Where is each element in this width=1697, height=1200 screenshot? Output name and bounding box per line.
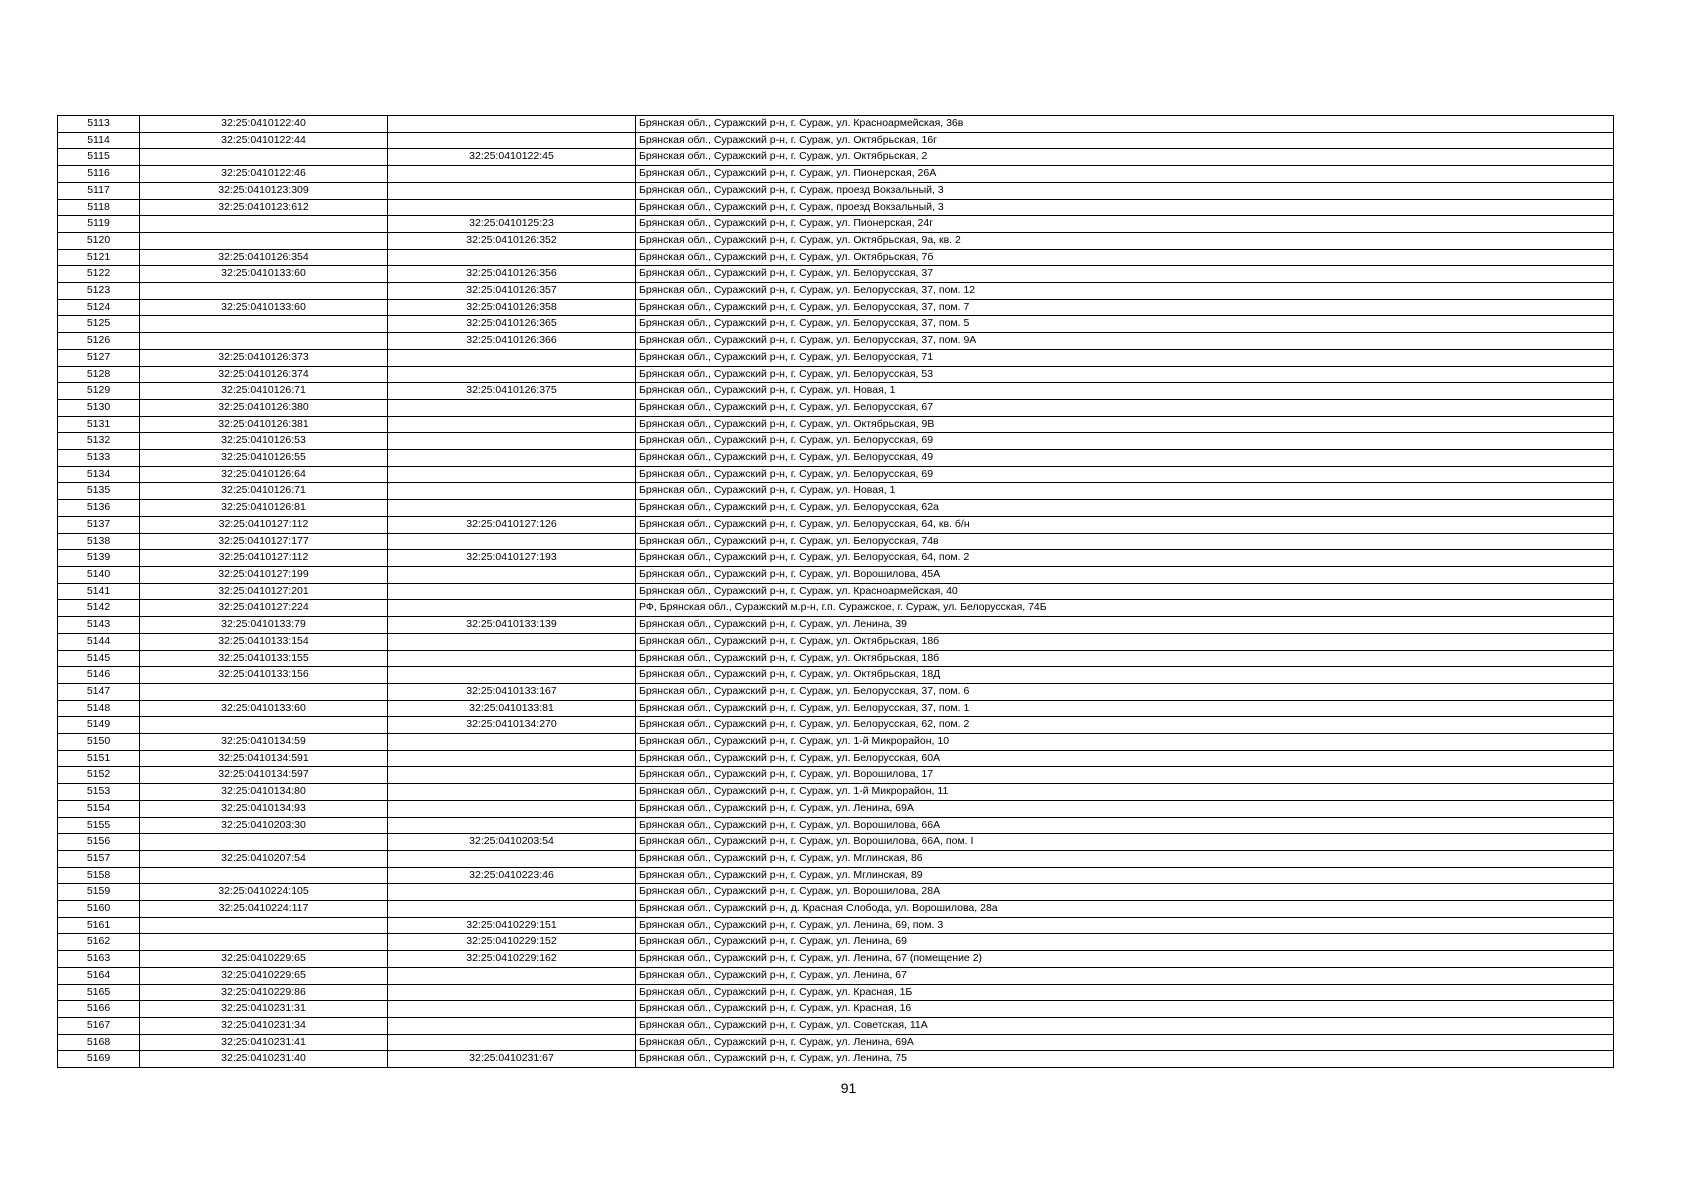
cadastral-number-cell: 32:25:0410127:224 (140, 600, 388, 617)
related-cadastral-number-cell (388, 450, 636, 467)
row-number-cell: 5119 (58, 216, 140, 233)
table-row (58, 266, 1614, 283)
related-cadastral-number-cell (388, 366, 636, 383)
cadastral-number-cell (140, 683, 388, 700)
address-cell: Брянская обл., Суражский р-н, г. Сураж, ул. Белорусская, 60А (636, 750, 1614, 767)
row-number-cell: 5169 (58, 1051, 140, 1068)
table-row (58, 1017, 1614, 1034)
table-row (58, 967, 1614, 984)
address-cell: Брянская обл., Суражский р-н, г. Сураж, ул. Ленина, 69А (636, 800, 1614, 817)
row-number-cell: 5167 (58, 1017, 140, 1034)
address-cell: Брянская обл., Суражский р-н, г. Сураж, ул. Октябрьская, 2 (636, 149, 1614, 166)
related-cadastral-number-cell (388, 884, 636, 901)
cadastral-number-cell: 32:25:0410224:105 (140, 884, 388, 901)
row-number-cell: 5143 (58, 617, 140, 634)
row-number-cell: 5151 (58, 750, 140, 767)
address-cell: Брянская обл., Суражский р-н, г. Сураж, ул. Новая, 1 (636, 383, 1614, 400)
table-row (58, 299, 1614, 316)
table-row (58, 717, 1614, 734)
cadastral-number-cell: 32:25:0410134:597 (140, 767, 388, 784)
row-number-cell: 5168 (58, 1034, 140, 1051)
cadastral-number-cell: 32:25:0410122:44 (140, 132, 388, 149)
address-cell: Брянская обл., Суражский р-н, г. Сураж, ул. Белорусская, 37, пом. 12 (636, 283, 1614, 300)
table-row (58, 1051, 1614, 1068)
table-row (58, 951, 1614, 968)
table-row (58, 566, 1614, 583)
cadastral-number-cell: 32:25:0410231:40 (140, 1051, 388, 1068)
table-row (58, 750, 1614, 767)
table-row (58, 383, 1614, 400)
table-row (58, 884, 1614, 901)
address-cell: Брянская обл., Суражский р-н, г. Сураж, проезд Вокзальный, 3 (636, 182, 1614, 199)
address-cell: Брянская обл., Суражский р-н, г. Сураж, ул. Белорусская, 62, пом. 2 (636, 717, 1614, 734)
row-number-cell: 5118 (58, 199, 140, 216)
row-number-cell: 5122 (58, 266, 140, 283)
cadastral-number-cell: 32:25:0410127:112 (140, 516, 388, 533)
related-cadastral-number-cell (388, 667, 636, 684)
row-number-cell: 5142 (58, 600, 140, 617)
cadastral-number-cell: 32:25:0410133:60 (140, 700, 388, 717)
cadastral-number-cell: 32:25:0410126:380 (140, 399, 388, 416)
address-cell: Брянская обл., Суражский р-н, г. Сураж, ул. Ленина, 67 (помещение 2) (636, 951, 1614, 968)
table-row (58, 1034, 1614, 1051)
cadastral-number-cell: 32:25:0410127:201 (140, 583, 388, 600)
related-cadastral-number-cell: 32:25:0410134:270 (388, 717, 636, 734)
address-cell: Брянская обл., Суражский р-н, г. Сураж, ул. Октябрьская, 18Д (636, 667, 1614, 684)
address-cell: Брянская обл., Суражский р-н, г. Сураж, ул. Ворошилова, 17 (636, 767, 1614, 784)
cadastral-number-cell: 32:25:0410133:60 (140, 299, 388, 316)
related-cadastral-number-cell (388, 583, 636, 600)
cadastral-number-cell (140, 216, 388, 233)
cadastral-number-cell (140, 333, 388, 350)
row-number-cell: 5149 (58, 717, 140, 734)
address-cell: Брянская обл., Суражский р-н, г. Сураж, ул. Белорусская, 69 (636, 466, 1614, 483)
address-cell: Брянская обл., Суражский р-н, г. Сураж, ул. Белорусская, 64, пом. 2 (636, 550, 1614, 567)
row-number-cell: 5139 (58, 550, 140, 567)
table-row (58, 349, 1614, 366)
address-cell: Брянская обл., Суражский р-н, г. Сураж, ул. Красная, 16 (636, 1001, 1614, 1018)
cadastral-number-cell: 32:25:0410231:34 (140, 1017, 388, 1034)
table-row (58, 784, 1614, 801)
cadastral-number-cell: 32:25:0410123:309 (140, 182, 388, 199)
address-cell: Брянская обл., Суражский р-н, г. Сураж, ул. Ворошилова, 66А, пом. I (636, 834, 1614, 851)
address-cell: Брянская обл., Суражский р-н, г. Сураж, ул. Красноармейская, 40 (636, 583, 1614, 600)
table-row (58, 600, 1614, 617)
row-number-cell: 5164 (58, 967, 140, 984)
related-cadastral-number-cell: 32:25:0410126:357 (388, 283, 636, 300)
row-number-cell: 5125 (58, 316, 140, 333)
cadastral-number-cell: 32:25:0410231:31 (140, 1001, 388, 1018)
address-cell: Брянская обл., Суражский р-н, г. Сураж, ул. Белорусская, 49 (636, 450, 1614, 467)
cadastral-number-cell (140, 232, 388, 249)
related-cadastral-number-cell (388, 1017, 636, 1034)
related-cadastral-number-cell (388, 132, 636, 149)
related-cadastral-number-cell (388, 750, 636, 767)
related-cadastral-number-cell: 32:25:0410229:162 (388, 951, 636, 968)
table-body (58, 116, 1614, 1068)
related-cadastral-number-cell (388, 116, 636, 133)
table-row (58, 483, 1614, 500)
table-row (58, 901, 1614, 918)
related-cadastral-number-cell: 32:25:0410125:23 (388, 216, 636, 233)
table-row (58, 583, 1614, 600)
cadastral-number-cell: 32:25:0410127:199 (140, 566, 388, 583)
table-row (58, 399, 1614, 416)
row-number-cell: 5132 (58, 433, 140, 450)
table-row (58, 116, 1614, 133)
related-cadastral-number-cell (388, 650, 636, 667)
related-cadastral-number-cell (388, 566, 636, 583)
row-number-cell: 5152 (58, 767, 140, 784)
address-cell: Брянская обл., Суражский р-н, г. Сураж, ул. Ворошилова, 66А (636, 817, 1614, 834)
related-cadastral-number-cell: 32:25:0410229:151 (388, 917, 636, 934)
cadastral-number-cell: 32:25:0410126:373 (140, 349, 388, 366)
table-row (58, 633, 1614, 650)
related-cadastral-number-cell (388, 199, 636, 216)
address-cell: Брянская обл., Суражский р-н, г. Сураж, ул. Советская, 11А (636, 1017, 1614, 1034)
table-row (58, 683, 1614, 700)
cadastral-number-cell: 32:25:0410231:41 (140, 1034, 388, 1051)
table-row (58, 132, 1614, 149)
address-cell: Брянская обл., Суражский р-н, г. Сураж, ул. Белорусская, 64, кв. б/н (636, 516, 1614, 533)
row-number-cell: 5162 (58, 934, 140, 951)
related-cadastral-number-cell (388, 767, 636, 784)
cadastral-number-cell (140, 717, 388, 734)
table-row (58, 333, 1614, 350)
related-cadastral-number-cell (388, 500, 636, 517)
address-cell: Брянская обл., Суражский р-н, г. Сураж, ул. Белорусская, 37, пом. 1 (636, 700, 1614, 717)
related-cadastral-number-cell: 32:25:0410126:366 (388, 333, 636, 350)
row-number-cell: 5113 (58, 116, 140, 133)
cadastral-number-cell: 32:25:0410134:93 (140, 800, 388, 817)
row-number-cell: 5144 (58, 633, 140, 650)
related-cadastral-number-cell (388, 967, 636, 984)
address-cell: Брянская обл., Суражский р-н, г. Сураж, ул. Ленина, 67 (636, 967, 1614, 984)
table-row (58, 1001, 1614, 1018)
row-number-cell: 5159 (58, 884, 140, 901)
related-cadastral-number-cell (388, 349, 636, 366)
cadastral-number-cell: 32:25:0410126:64 (140, 466, 388, 483)
address-cell: Брянская обл., Суражский р-н, г. Сураж, ул. Белорусская, 69 (636, 433, 1614, 450)
cadastral-number-cell: 32:25:0410126:71 (140, 383, 388, 400)
table-row (58, 650, 1614, 667)
related-cadastral-number-cell (388, 800, 636, 817)
table-row (58, 817, 1614, 834)
row-number-cell: 5135 (58, 483, 140, 500)
row-number-cell: 5157 (58, 850, 140, 867)
table-row (58, 984, 1614, 1001)
related-cadastral-number-cell (388, 1001, 636, 1018)
row-number-cell: 5145 (58, 650, 140, 667)
address-cell: Брянская обл., Суражский р-н, г. Сураж, ул. Ленина, 75 (636, 1051, 1614, 1068)
table-row (58, 149, 1614, 166)
related-cadastral-number-cell: 32:25:0410127:126 (388, 516, 636, 533)
address-cell: Брянская обл., Суражский р-н, г. Сураж, ул. Октябрьская, 7б (636, 249, 1614, 266)
address-cell: Брянская обл., Суражский р-н, г. Сураж, ул. Белорусская, 37 (636, 266, 1614, 283)
row-number-cell: 5133 (58, 450, 140, 467)
cadastral-number-cell: 32:25:0410134:591 (140, 750, 388, 767)
address-cell: Брянская обл., Суражский р-н, г. Сураж, ул. Ленина, 69 (636, 934, 1614, 951)
row-number-cell: 5146 (58, 667, 140, 684)
address-cell: Брянская обл., Суражский р-н, г. Сураж, ул. Новая, 1 (636, 483, 1614, 500)
related-cadastral-number-cell (388, 399, 636, 416)
row-number-cell: 5163 (58, 951, 140, 968)
table-row (58, 316, 1614, 333)
table-row (58, 834, 1614, 851)
row-number-cell: 5124 (58, 299, 140, 316)
table-row (58, 416, 1614, 433)
related-cadastral-number-cell (388, 784, 636, 801)
cadastral-number-cell: 32:25:0410126:81 (140, 500, 388, 517)
address-cell: РФ, Брянская обл., Суражский м.р-н, г.п. Суражское, г. Сураж, ул. Белорусская, 74Б (636, 600, 1614, 617)
related-cadastral-number-cell: 32:25:0410126:365 (388, 316, 636, 333)
row-number-cell: 5121 (58, 249, 140, 266)
address-cell: Брянская обл., Суражский р-н, г. Сураж, ул. Октябрьская, 9а, кв. 2 (636, 232, 1614, 249)
row-number-cell: 5147 (58, 683, 140, 700)
address-cell: Брянская обл., Суражский р-н, г. Сураж, ул. Белорусская, 37, пом. 5 (636, 316, 1614, 333)
related-cadastral-number-cell: 32:25:0410133:167 (388, 683, 636, 700)
row-number-cell: 5134 (58, 466, 140, 483)
related-cadastral-number-cell (388, 483, 636, 500)
cadastral-number-cell: 32:25:0410133:156 (140, 667, 388, 684)
cadastral-number-cell: 32:25:0410126:71 (140, 483, 388, 500)
row-number-cell: 5123 (58, 283, 140, 300)
cadastral-number-cell: 32:25:0410123:612 (140, 199, 388, 216)
table-row (58, 199, 1614, 216)
address-cell: Брянская обл., Суражский р-н, г. Сураж, ул. 1-й Микрорайон, 10 (636, 734, 1614, 751)
row-number-cell: 5141 (58, 583, 140, 600)
address-cell: Брянская обл., Суражский р-н, г. Сураж, ул. 1-й Микрорайон, 11 (636, 784, 1614, 801)
row-number-cell: 5128 (58, 366, 140, 383)
cadastral-number-cell (140, 934, 388, 951)
row-number-cell: 5137 (58, 516, 140, 533)
cadastral-number-cell: 32:25:0410126:53 (140, 433, 388, 450)
cadastral-number-cell (140, 917, 388, 934)
row-number-cell: 5140 (58, 566, 140, 583)
row-number-cell: 5120 (58, 232, 140, 249)
table-row (58, 533, 1614, 550)
table-row (58, 500, 1614, 517)
table-row (58, 934, 1614, 951)
related-cadastral-number-cell: 32:25:0410127:193 (388, 550, 636, 567)
table-row (58, 800, 1614, 817)
cadastral-number-cell: 32:25:0410126:55 (140, 450, 388, 467)
address-cell: Брянская обл., Суражский р-н, г. Сураж, ул. Ленина, 69А (636, 1034, 1614, 1051)
related-cadastral-number-cell: 32:25:0410126:358 (388, 299, 636, 316)
row-number-cell: 5161 (58, 917, 140, 934)
related-cadastral-number-cell: 32:25:0410229:152 (388, 934, 636, 951)
row-number-cell: 5129 (58, 383, 140, 400)
cadastral-number-cell: 32:25:0410203:30 (140, 817, 388, 834)
address-cell: Брянская обл., Суражский р-н, г. Сураж, ул. Белорусская, 37, пом. 7 (636, 299, 1614, 316)
cadastral-number-cell: 32:25:0410133:79 (140, 617, 388, 634)
table-row (58, 700, 1614, 717)
cadastral-number-cell: 32:25:0410207:54 (140, 850, 388, 867)
address-cell: Брянская обл., Суражский р-н, г. Сураж, ул. Ворошилова, 45А (636, 566, 1614, 583)
cadastral-number-cell: 32:25:0410126:381 (140, 416, 388, 433)
table-row (58, 166, 1614, 183)
row-number-cell: 5165 (58, 984, 140, 1001)
table-row (58, 283, 1614, 300)
row-number-cell: 5154 (58, 800, 140, 817)
address-cell: Брянская обл., Суражский р-н, г. Сураж, ул. Белорусская, 74в (636, 533, 1614, 550)
cadastral-number-cell: 32:25:0410126:354 (140, 249, 388, 266)
cadastral-number-cell: 32:25:0410127:177 (140, 533, 388, 550)
cadastral-number-cell: 32:25:0410127:112 (140, 550, 388, 567)
cadastral-number-cell: 32:25:0410126:374 (140, 366, 388, 383)
row-number-cell: 5114 (58, 132, 140, 149)
related-cadastral-number-cell (388, 249, 636, 266)
row-number-cell: 5166 (58, 1001, 140, 1018)
row-number-cell: 5148 (58, 700, 140, 717)
cadastral-number-cell: 32:25:0410229:86 (140, 984, 388, 1001)
address-cell: Брянская обл., Суражский р-н, г. Сураж, ул. Пионерская, 26А (636, 166, 1614, 183)
row-number-cell: 5155 (58, 817, 140, 834)
cadastral-number-cell: 32:25:0410133:154 (140, 633, 388, 650)
address-cell: Брянская обл., Суражский р-н, г. Сураж, ул. Мглинская, 86 (636, 850, 1614, 867)
table-row (58, 232, 1614, 249)
address-cell: Брянская обл., Суражский р-н, г. Сураж, ул. Красная, 1Б (636, 984, 1614, 1001)
cadastral-number-cell: 32:25:0410224:117 (140, 901, 388, 918)
address-cell: Брянская обл., Суражский р-н, г. Сураж, ул. Октябрьская, 16г (636, 132, 1614, 149)
related-cadastral-number-cell: 32:25:0410133:139 (388, 617, 636, 634)
related-cadastral-number-cell: 32:25:0410126:356 (388, 266, 636, 283)
related-cadastral-number-cell: 32:25:0410203:54 (388, 834, 636, 851)
page-number: 91 (840, 1080, 857, 1096)
address-cell: Брянская обл., Суражский р-н, г. Сураж, ул. Белорусская, 71 (636, 349, 1614, 366)
related-cadastral-number-cell (388, 182, 636, 199)
table-row (58, 917, 1614, 934)
address-cell: Брянская обл., Суражский р-н, г. Сураж, ул. Красноармейская, 36в (636, 116, 1614, 133)
address-cell: Брянская обл., Суражский р-н, г. Сураж, ул. Мглинская, 89 (636, 867, 1614, 884)
address-cell: Брянская обл., Суражский р-н, г. Сураж, ул. Белорусская, 67 (636, 399, 1614, 416)
related-cadastral-number-cell (388, 433, 636, 450)
row-number-cell: 5127 (58, 349, 140, 366)
table-row (58, 249, 1614, 266)
table-row (58, 433, 1614, 450)
row-number-cell: 5153 (58, 784, 140, 801)
table-row (58, 667, 1614, 684)
row-number-cell: 5117 (58, 182, 140, 199)
cadastral-number-cell: 32:25:0410122:40 (140, 116, 388, 133)
related-cadastral-number-cell: 32:25:0410223:46 (388, 867, 636, 884)
related-cadastral-number-cell (388, 600, 636, 617)
address-cell: Брянская обл., Суражский р-н, г. Сураж, проезд Вокзальный, 3 (636, 199, 1614, 216)
related-cadastral-number-cell (388, 850, 636, 867)
related-cadastral-number-cell (388, 533, 636, 550)
table-row (58, 182, 1614, 199)
cadastral-number-cell: 32:25:0410134:80 (140, 784, 388, 801)
related-cadastral-number-cell (388, 466, 636, 483)
table-row (58, 216, 1614, 233)
related-cadastral-number-cell (388, 166, 636, 183)
related-cadastral-number-cell (388, 416, 636, 433)
row-number-cell: 5115 (58, 149, 140, 166)
row-number-cell: 5158 (58, 867, 140, 884)
address-cell: Брянская обл., Суражский р-н, г. Сураж, ул. Октябрьская, 18б (636, 633, 1614, 650)
table-row (58, 734, 1614, 751)
cadastral-number-cell: 32:25:0410133:60 (140, 266, 388, 283)
related-cadastral-number-cell (388, 901, 636, 918)
address-cell: Брянская обл., Суражский р-н, д. Красная Слобода, ул. Ворошилова, 28а (636, 901, 1614, 918)
cadastral-number-cell: 32:25:0410122:46 (140, 166, 388, 183)
related-cadastral-number-cell: 32:25:0410231:67 (388, 1051, 636, 1068)
cadastral-number-cell (140, 834, 388, 851)
cadastral-number-cell: 32:25:0410229:65 (140, 967, 388, 984)
address-cell: Брянская обл., Суражский р-н, г. Сураж, ул. Ленина, 69, пом. 3 (636, 917, 1614, 934)
cadastral-number-cell (140, 867, 388, 884)
row-number-cell: 5150 (58, 734, 140, 751)
cadastral-number-cell: 32:25:0410133:155 (140, 650, 388, 667)
related-cadastral-number-cell (388, 1034, 636, 1051)
table-row (58, 850, 1614, 867)
address-cell: Брянская обл., Суражский р-н, г. Сураж, ул. Белорусская, 62а (636, 500, 1614, 517)
cadastral-number-cell (140, 316, 388, 333)
table-row (58, 366, 1614, 383)
row-number-cell: 5130 (58, 399, 140, 416)
related-cadastral-number-cell: 32:25:0410133:81 (388, 700, 636, 717)
table-row (58, 767, 1614, 784)
row-number-cell: 5136 (58, 500, 140, 517)
row-number-cell: 5156 (58, 834, 140, 851)
cadastral-number-cell: 32:25:0410134:59 (140, 734, 388, 751)
related-cadastral-number-cell (388, 984, 636, 1001)
table-row (58, 617, 1614, 634)
address-cell: Брянская обл., Суражский р-н, г. Сураж, ул. Ворошилова, 28А (636, 884, 1614, 901)
table-row (58, 550, 1614, 567)
address-cell: Брянская обл., Суражский р-н, г. Сураж, ул. Пионерская, 24г (636, 216, 1614, 233)
table-row (58, 450, 1614, 467)
address-cell: Брянская обл., Суражский р-н, г. Сураж, ул. Белорусская, 53 (636, 366, 1614, 383)
address-cell: Брянская обл., Суражский р-н, г. Сураж, ул. Белорусская, 37, пом. 6 (636, 683, 1614, 700)
table-row (58, 867, 1614, 884)
cadastral-number-cell (140, 283, 388, 300)
cadastral-number-cell: 32:25:0410229:65 (140, 951, 388, 968)
row-number-cell: 5138 (58, 533, 140, 550)
row-number-cell: 5131 (58, 416, 140, 433)
row-number-cell: 5126 (58, 333, 140, 350)
address-cell: Брянская обл., Суражский р-н, г. Сураж, ул. Белорусская, 37, пом. 9А (636, 333, 1614, 350)
related-cadastral-number-cell: 32:25:0410126:352 (388, 232, 636, 249)
related-cadastral-number-cell (388, 817, 636, 834)
registry-table (57, 115, 1614, 1068)
related-cadastral-number-cell (388, 734, 636, 751)
address-cell: Брянская обл., Суражский р-н, г. Сураж, ул. Октябрьская, 9В (636, 416, 1614, 433)
row-number-cell: 5160 (58, 901, 140, 918)
related-cadastral-number-cell (388, 633, 636, 650)
cadastral-number-cell (140, 149, 388, 166)
table-row (58, 516, 1614, 533)
address-cell: Брянская обл., Суражский р-н, г. Сураж, ул. Ленина, 39 (636, 617, 1614, 634)
row-number-cell: 5116 (58, 166, 140, 183)
related-cadastral-number-cell: 32:25:0410122:45 (388, 149, 636, 166)
table-row (58, 466, 1614, 483)
related-cadastral-number-cell: 32:25:0410126:375 (388, 383, 636, 400)
address-cell: Брянская обл., Суражский р-н, г. Сураж, ул. Октябрьская, 18б (636, 650, 1614, 667)
